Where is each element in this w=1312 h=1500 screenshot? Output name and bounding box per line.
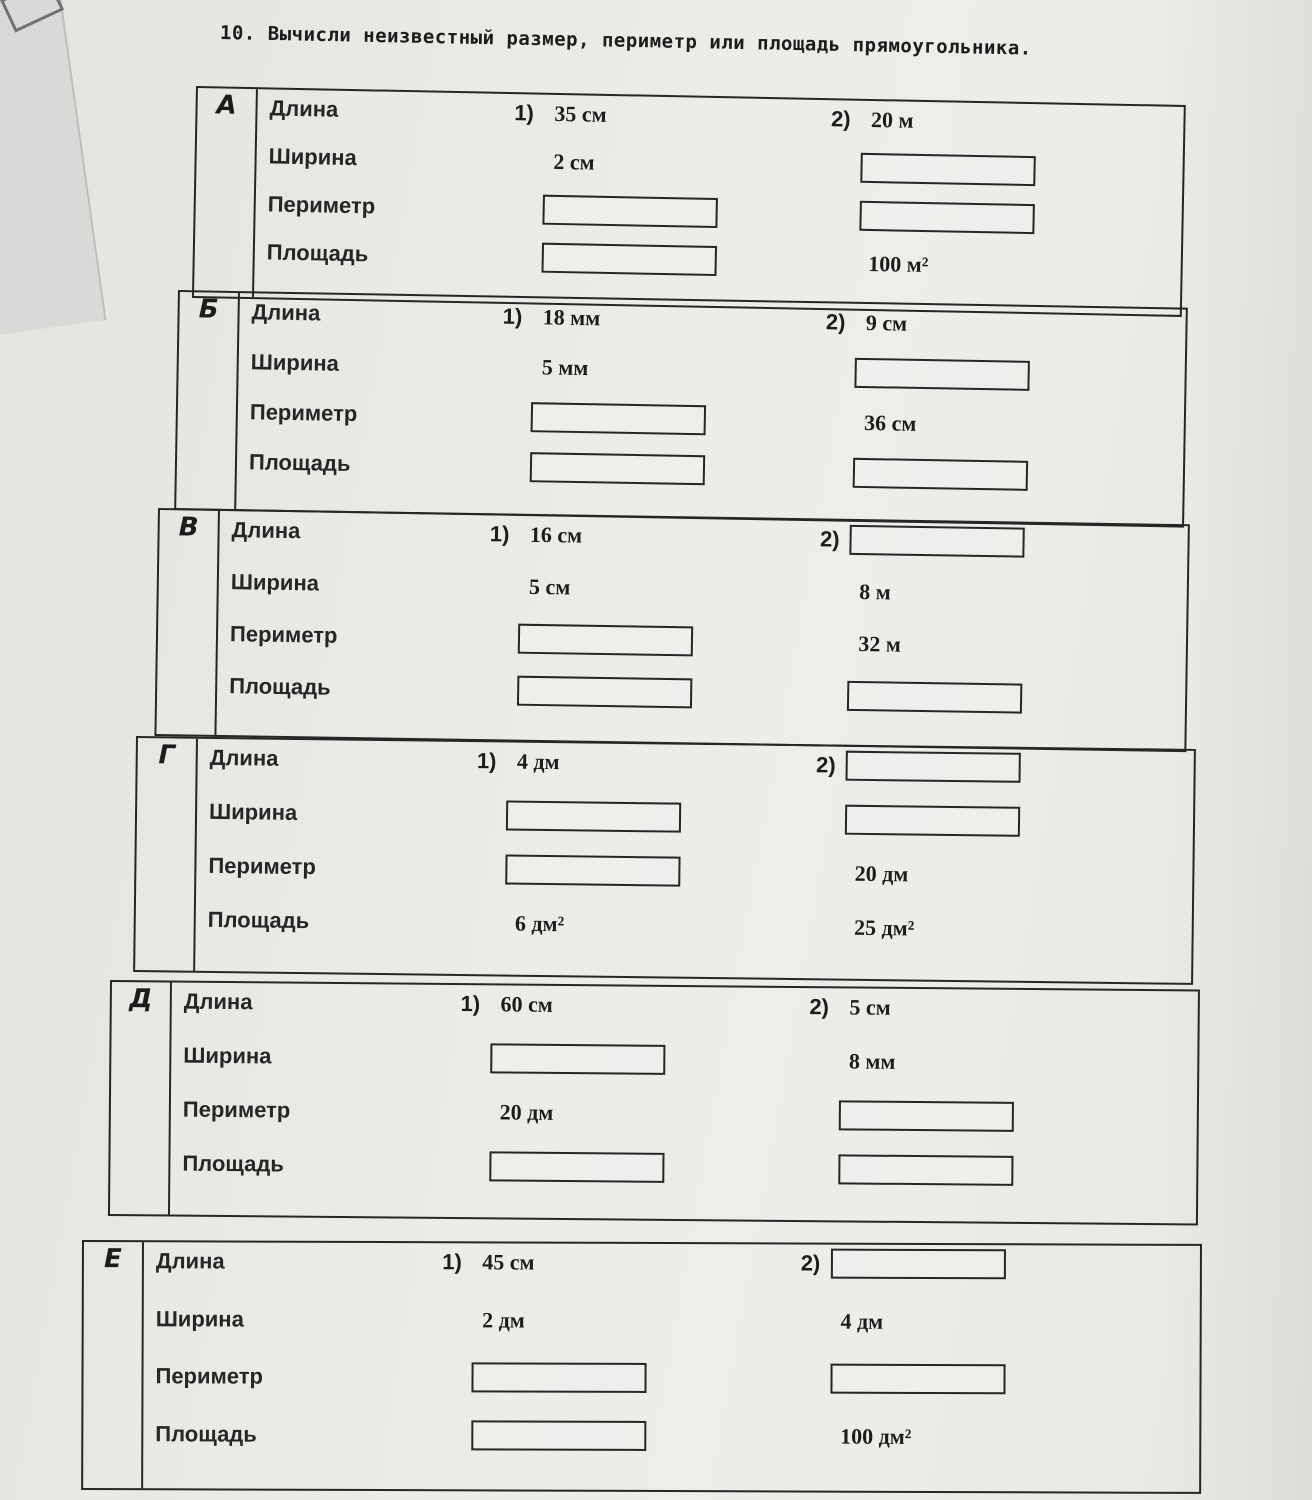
v1-perimeter-answer-box[interactable] (505, 855, 680, 887)
v1-perimeter-answer-box[interactable] (518, 624, 693, 657)
letter-column (110, 982, 172, 1215)
row-label-area: Площадь (229, 673, 331, 700)
v1-area-answer-box[interactable] (530, 452, 705, 485)
v1-perimeter-answer-box[interactable] (531, 402, 706, 435)
v2-width-value: 8 мм (848, 1048, 896, 1074)
v2-area-answer-box[interactable] (847, 681, 1022, 714)
variant-2-number: 2) (815, 752, 836, 778)
letter-column (83, 1242, 144, 1488)
row-label-perimeter: Периметр (208, 852, 317, 880)
v2-width-answer-box[interactable] (845, 805, 1020, 837)
block-letter: Д (129, 984, 153, 1015)
v2-area-value: 100 м² (868, 250, 929, 278)
v2-width-value: 4 дм (840, 1308, 884, 1334)
v1-length-value: 4 дм (516, 748, 560, 775)
v1-length-value: 35 см (554, 100, 607, 127)
block-2 (174, 290, 1188, 528)
v2-perimeter-value: 20 дм (854, 860, 909, 887)
letter-column (135, 738, 198, 971)
variant-2-number: 2) (825, 309, 846, 335)
row-label-perimeter: Периметр (267, 191, 376, 219)
block-letter: В (178, 512, 199, 543)
row-label-width: Ширина (230, 569, 320, 596)
block-6 (81, 1240, 1202, 1494)
v2-length-value: 9 см (865, 310, 908, 336)
v1-length-value: 60 см (500, 991, 553, 1017)
row-label-length: Длина (155, 1248, 225, 1274)
v1-width-value: 5 см (528, 573, 571, 600)
row-label-area: Площадь (155, 1420, 257, 1447)
v1-length-value: 16 см (529, 521, 583, 548)
v2-length-answer-box[interactable] (846, 751, 1021, 783)
v1-area-value: 6 дм² (514, 910, 565, 937)
v1-area-answer-box[interactable] (517, 676, 692, 709)
variant-1-number: 1) (442, 1249, 462, 1275)
row-label-perimeter: Периметр (155, 1363, 264, 1389)
variant-1-number: 1) (489, 521, 510, 547)
variant-1-number: 1) (514, 100, 535, 126)
row-label-length: Длина (209, 744, 279, 771)
variant-1-number: 1) (460, 991, 481, 1017)
row-label-area: Площадь (266, 239, 369, 267)
v1-area-answer-box[interactable] (541, 243, 717, 276)
v1-width-answer-box[interactable] (506, 801, 681, 833)
variant-2-number: 2) (809, 994, 830, 1020)
v1-width-value: 5 мм (541, 354, 589, 381)
exercise-heading: 10. Вычисли неизвестный размер, периметр или площадь прямоугольника. (219, 22, 1032, 60)
block-letter: Б (198, 294, 219, 325)
row-label-length: Длина (231, 517, 301, 544)
v1-perimeter-answer-box[interactable] (472, 1362, 647, 1393)
v2-width-answer-box[interactable] (860, 153, 1036, 186)
v2-length-answer-box[interactable] (831, 1249, 1006, 1280)
row-label-perimeter: Периметр (182, 1096, 291, 1123)
v2-width-answer-box[interactable] (855, 358, 1030, 391)
variant-1-number: 1) (502, 303, 523, 330)
block-letter: Г (158, 740, 176, 771)
block-1 (192, 86, 1186, 317)
v1-perimeter-answer-box[interactable] (542, 195, 718, 228)
row-label-width: Ширина (183, 1042, 272, 1069)
v2-area-value: 100 дм² (840, 1423, 912, 1449)
variant-2-number: 2) (830, 106, 851, 132)
block-5 (108, 980, 1200, 1226)
block-4 (133, 736, 1196, 985)
v2-area-answer-box[interactable] (853, 458, 1028, 491)
v1-width-value: 2 см (553, 148, 595, 175)
block-3 (154, 508, 1189, 752)
v2-perimeter-answer-box[interactable] (859, 201, 1035, 234)
row-label-length: Длина (251, 299, 321, 326)
letter-column (156, 510, 220, 735)
v2-width-value: 8 м (859, 579, 891, 605)
v1-length-value: 18 мм (542, 304, 601, 331)
row-label-width: Ширина (208, 798, 298, 825)
block-letter: Е (103, 1244, 122, 1275)
row-label-area: Площадь (207, 906, 310, 934)
underlying-page (0, 0, 106, 337)
row-label-area: Площадь (248, 449, 351, 477)
v2-length-answer-box[interactable] (850, 525, 1025, 558)
v2-length-value: 20 м (870, 106, 914, 133)
v2-area-value: 25 дм² (853, 914, 915, 941)
v1-width-answer-box[interactable] (490, 1043, 665, 1075)
row-label-width: Ширина (250, 349, 340, 376)
block-letter: А (216, 90, 237, 121)
row-label-area: Площадь (182, 1150, 285, 1177)
v1-area-answer-box[interactable] (472, 1420, 647, 1451)
variant-2-number: 2) (819, 526, 840, 552)
row-label-width: Ширина (268, 143, 358, 171)
v2-perimeter-value: 32 м (858, 631, 902, 657)
variant-2-number: 2) (800, 1250, 821, 1276)
variant-1-number: 1) (476, 748, 497, 774)
v1-length-value: 45 см (482, 1249, 535, 1275)
v2-perimeter-answer-box[interactable] (830, 1364, 1005, 1395)
v1-width-value: 2 дм (482, 1306, 525, 1333)
v2-length-value: 5 см (849, 994, 891, 1020)
row-label-length: Длина (183, 988, 253, 1015)
row-label-width: Ширина (155, 1305, 244, 1332)
v2-perimeter-answer-box[interactable] (838, 1100, 1013, 1132)
row-label-length: Длина (269, 95, 339, 122)
v2-perimeter-value: 36 см (863, 409, 917, 436)
row-label-perimeter: Периметр (229, 621, 338, 648)
v1-area-answer-box[interactable] (489, 1151, 664, 1183)
v1-perimeter-value: 20 дм (499, 1099, 554, 1125)
row-label-perimeter: Периметр (249, 399, 358, 427)
v2-area-answer-box[interactable] (838, 1154, 1013, 1186)
